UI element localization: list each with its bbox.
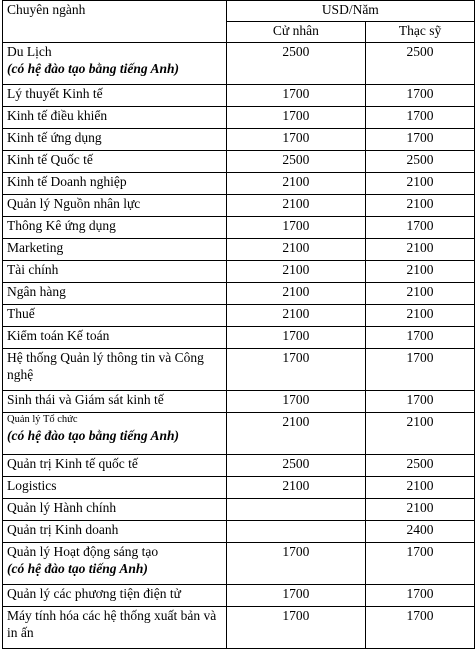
- cell-major: [3, 43, 227, 85]
- major-name: Kinh tế điều khiển: [7, 108, 108, 123]
- cell-master-fee: 2500: [366, 151, 475, 173]
- major-name: Logistics: [7, 478, 57, 493]
- cell-master-fee: 1700: [366, 107, 475, 129]
- cell-master-fee: 2500: [366, 43, 475, 85]
- cell-bachelor-fee: [226, 521, 365, 543]
- cell-master-fee: 2100: [366, 305, 475, 327]
- table-row: [3, 173, 475, 195]
- cell-major: [3, 607, 227, 649]
- cell-bachelor-fee: 1700: [226, 607, 365, 649]
- cell-bachelor-fee: 2100: [226, 173, 365, 195]
- major-name: Tài chính: [7, 262, 59, 277]
- cell-master-fee: 2100: [366, 283, 475, 305]
- table-row: [3, 477, 475, 499]
- table-row: [3, 151, 475, 173]
- table-row: [3, 283, 475, 305]
- cell-major: [3, 173, 227, 195]
- table-row: [3, 585, 475, 607]
- cell-bachelor-fee: 1700: [226, 107, 365, 129]
- tuition-table: [2, 0, 475, 649]
- table-row: [3, 413, 475, 455]
- table-row: [3, 543, 475, 585]
- cell-bachelor-fee: 2500: [226, 455, 365, 477]
- cell-major: [3, 129, 227, 151]
- cell-major: [3, 327, 227, 349]
- major-name: Kinh tế Quốc tế: [7, 152, 93, 167]
- tuition-table-wrapper: [2, 0, 475, 649]
- major-name: Quản lý Hành chính: [7, 500, 117, 515]
- cell-bachelor-fee: 1700: [226, 349, 365, 391]
- major-name: Máy tính hóa các hệ thống xuất bản và in ấn: [7, 608, 217, 640]
- major-note: (có hệ đào tạo tiếng Anh): [7, 561, 148, 576]
- cell-bachelor-fee: 2100: [226, 239, 365, 261]
- cell-master-fee: 2500: [366, 455, 475, 477]
- header-bachelor: Cử nhân: [226, 22, 365, 43]
- cell-bachelor-fee: 2100: [226, 305, 365, 327]
- cell-master-fee: 2100: [366, 195, 475, 217]
- major-name: Thông Kê ứng dụng: [7, 218, 116, 233]
- table-row: [3, 607, 475, 649]
- cell-master-fee: 1700: [366, 129, 475, 151]
- cell-master-fee: 1700: [366, 543, 475, 585]
- cell-master-fee: 1700: [366, 585, 475, 607]
- table-row: [3, 261, 475, 283]
- major-name: Lý thuyết Kinh tế: [7, 86, 103, 101]
- cell-bachelor-fee: 1700: [226, 543, 365, 585]
- table-row: [3, 455, 475, 477]
- cell-master-fee: 1700: [366, 349, 475, 391]
- table-row: [3, 305, 475, 327]
- major-name: Thuế: [7, 306, 35, 321]
- major-name: Hệ thống Quản lý thông tin và Công nghệ: [7, 350, 204, 382]
- cell-major: [3, 239, 227, 261]
- cell-major: [3, 217, 227, 239]
- cell-bachelor-fee: 2100: [226, 283, 365, 305]
- major-name: Marketing: [7, 240, 64, 255]
- cell-major: [3, 305, 227, 327]
- cell-master-fee: 1700: [366, 217, 475, 239]
- cell-major: [3, 283, 227, 305]
- cell-major: [3, 413, 227, 455]
- major-name: Kinh tế ứng dụng: [7, 130, 102, 145]
- table-row: [3, 129, 475, 151]
- major-name: Quản lý Nguồn nhân lực: [7, 196, 141, 211]
- major-name: Quản lý Tổ chức: [7, 414, 78, 425]
- major-name: Ngân hàng: [7, 284, 66, 299]
- cell-major: [3, 391, 227, 413]
- table-row: [3, 391, 475, 413]
- table-row: [3, 327, 475, 349]
- cell-major: [3, 151, 227, 173]
- major-name: Quản lý các phương tiện điện tử: [7, 586, 181, 601]
- cell-major: [3, 349, 227, 391]
- cell-major: [3, 499, 227, 521]
- major-name: Kinh tế Doanh nghiệp: [7, 174, 127, 189]
- major-name: Quản trị Kinh tế quốc tế: [7, 456, 138, 471]
- table-row: [3, 239, 475, 261]
- table-row: [3, 43, 475, 85]
- cell-master-fee: 2100: [366, 477, 475, 499]
- header-master: Thạc sỹ: [366, 22, 475, 43]
- cell-bachelor-fee: 1700: [226, 391, 365, 413]
- major-note: (có hệ đào tạo bằng tiếng Anh): [7, 428, 180, 443]
- cell-bachelor-fee: 1700: [226, 327, 365, 349]
- major-name: Quản trị Kinh doanh: [7, 522, 119, 537]
- major-name: Quản lý Hoạt động sáng tạo: [7, 544, 159, 559]
- major-name: Kiểm toán Kế toán: [7, 328, 110, 343]
- cell-major: [3, 585, 227, 607]
- cell-major: [3, 521, 227, 543]
- table-row: [3, 195, 475, 217]
- major-name: Sinh thái và Giám sát kinh tế: [7, 392, 164, 407]
- cell-major: [3, 455, 227, 477]
- table-row: [3, 499, 475, 521]
- cell-master-fee: 1700: [366, 327, 475, 349]
- header-major: Chuyên ngành: [3, 1, 227, 43]
- cell-bachelor-fee: 2500: [226, 151, 365, 173]
- cell-major: [3, 261, 227, 283]
- cell-bachelor-fee: 2500: [226, 43, 365, 85]
- cell-master-fee: 2100: [366, 173, 475, 195]
- cell-master-fee: 1700: [366, 391, 475, 413]
- cell-master-fee: 2400: [366, 521, 475, 543]
- header-usd-per-year: USD/Năm: [226, 1, 474, 22]
- cell-bachelor-fee: 1700: [226, 129, 365, 151]
- cell-major: [3, 85, 227, 107]
- major-note: (có hệ đào tạo bằng tiếng Anh): [7, 61, 180, 76]
- cell-bachelor-fee: [226, 499, 365, 521]
- cell-bachelor-fee: 2100: [226, 413, 365, 455]
- cell-bachelor-fee: 1700: [226, 217, 365, 239]
- major-name: Du Lịch: [7, 44, 52, 59]
- cell-master-fee: 2100: [366, 239, 475, 261]
- cell-major: [3, 477, 227, 499]
- cell-master-fee: 2100: [366, 413, 475, 455]
- cell-bachelor-fee: 2100: [226, 477, 365, 499]
- table-row: [3, 217, 475, 239]
- cell-bachelor-fee: 1700: [226, 585, 365, 607]
- table-row: [3, 107, 475, 129]
- table-row: [3, 521, 475, 543]
- table-body: [3, 43, 475, 649]
- cell-major: [3, 543, 227, 585]
- cell-major: [3, 107, 227, 129]
- cell-bachelor-fee: 2100: [226, 195, 365, 217]
- cell-master-fee: 2100: [366, 499, 475, 521]
- cell-bachelor-fee: 2100: [226, 261, 365, 283]
- cell-major: [3, 195, 227, 217]
- cell-master-fee: 1700: [366, 85, 475, 107]
- table-row: [3, 85, 475, 107]
- table-row: [3, 349, 475, 391]
- cell-master-fee: 1700: [366, 607, 475, 649]
- cell-master-fee: 2100: [366, 261, 475, 283]
- cell-bachelor-fee: 1700: [226, 85, 365, 107]
